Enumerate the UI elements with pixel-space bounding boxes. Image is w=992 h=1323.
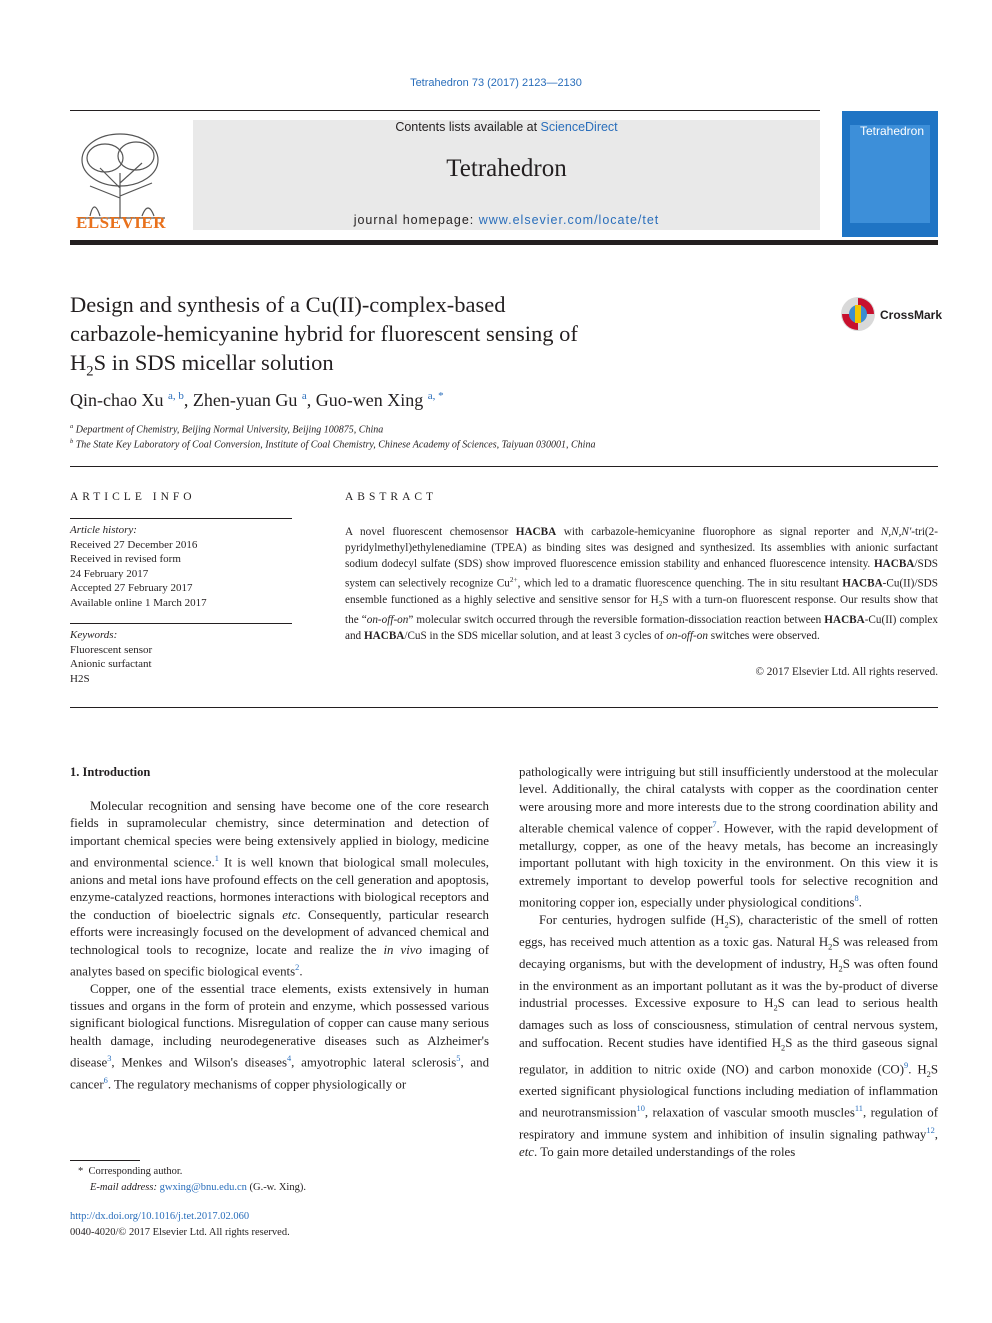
keyword: Fluorescent sensor <box>70 643 153 656</box>
footnote-rule <box>70 1160 140 1161</box>
homepage-link[interactable]: www.elsevier.com/locate/tet <box>478 213 660 227</box>
publisher-wordmark: ELSEVIER <box>76 213 166 232</box>
author-2: Zhen-yuan Gu <box>192 390 298 410</box>
doi-link[interactable]: http://dx.doi.org/10.1016/j.tet.2017.02.060 <box>70 1211 250 1222</box>
history-item: Accepted 27 February 2017 <box>70 582 193 595</box>
history-item: Received in revised form <box>70 553 181 566</box>
title-line-2: carbazole-hemicyanine hybrid for fluorescent sensing of <box>70 321 578 346</box>
intro-paragraph-2: Copper, one of the essential trace elements, exists extensively in human tissues and organs in the form of protein and enzyme, which possessed various significant biological functions. Misregulation of copper can cause many serious health damage, including neurodegenerative diseases such as Alzheimer's disease$^3$, Menkes and Wilson's diseases$^4$, amyotrophic lateral sclerosis$^5$, and cancer$^6$. The regulatory mechanisms of copper physiologically or <box>70 981 490 1092</box>
title-line-3: $H_2S$ in SDS micellar solution <box>70 350 334 380</box>
intro-paragraph-3: pathologically were intriguing but still insufficiently understood at the molecular level. Additionally, the chiral catalysts with copper as the coordination center were arousing more and more interests due to the strong coordination ability and alterable chemical valence of copper$^7$. However, with the rapid development of metallurgy, copper, as one of the heavy metals, has become an increasingly important pollutant with high toxicity in the environment. On this view it is extremely important to develop powerful tools for selective recognition and monitoring copper ion, especially under physiological conditions$^8$. <box>519 765 939 910</box>
author-1-marks[interactable]: a, b <box>167 390 184 402</box>
history-label: Article history: <box>70 524 137 536</box>
ref-link[interactable]: 12 <box>926 1125 935 1135</box>
sciencedirect-link[interactable]: ScienceDirect <box>540 120 618 134</box>
ref-link[interactable]: 3 <box>107 1054 112 1064</box>
article-history <box>70 523 292 611</box>
crossmark-label[interactable]: CrossMark <box>880 308 943 322</box>
ref-link[interactable]: 1 <box>214 854 219 864</box>
homepage-line <box>193 213 820 227</box>
author-1: Qin-chao Xu <box>70 390 164 410</box>
author-3: Guo-wen Xing <box>315 390 424 410</box>
history-item: 24 February 2017 <box>70 567 149 580</box>
abstract-copyright: © 2017 Elsevier Ltd. All rights reserved. <box>755 666 938 678</box>
keywords-block <box>70 628 292 686</box>
intro-paragraph-1: Molecular recognition and sensing have become one of the core research fields in supramolecular chemistry, since determination and detection of important chemical species were being extensively applied in biology, medicine and environmental science.$^1$ It is well known that biological small molecules, anions and metal ions have profound effects on the cell generation and apoptosis, enzyme-catalyzed reactions, hormones interactions with biological receptors and the conduction of bioelectric signals etc. Consequently, particular research efforts were increasingly focused on the development of advanced chemical and technological tools to recognize, locate and realize the in vivo imaging of analytes based on specific biological events$^2$. <box>70 799 489 979</box>
ref-link[interactable]: 11 <box>854 1104 863 1114</box>
email-line: E-mail address: gwxing@bnu.edu.cn (G.-w. Xing). <box>90 1182 306 1193</box>
header-top-rule <box>70 110 820 111</box>
author-3-marks[interactable]: a, * <box>427 390 444 402</box>
keywords-rule <box>70 623 292 624</box>
right-column <box>519 764 938 1161</box>
affiliation-a: $^a$ Department of Chemistry, Beijing Normal University, Beijing 100875, China <box>70 423 384 436</box>
author-list: Qin-chao Xu $^{a, b}$, Zhen-yuan Gu $^a$, Guo-wen Xing $^{a, *}$ <box>70 390 444 410</box>
ref-link[interactable]: 6 <box>103 1075 108 1085</box>
article-title <box>70 290 750 387</box>
abstract-heading: ABSTRACT <box>345 491 438 503</box>
affiliation-b: $^b$ The State Key Laboratory of Coal Conversion, Institute of Coal Chemistry, Chinese Academy of Sciences, Taiyuan 030001, China <box>70 438 596 451</box>
contents-line <box>193 120 820 134</box>
keyword: Anionic surfactant <box>70 658 152 671</box>
title-line-1: Design and synthesis of a Cu(II)-complex-based <box>70 292 506 317</box>
ref-link[interactable]: 4 <box>286 1054 292 1064</box>
abstract-text: A novel fluorescent chemosensor HACBA with carbazole-hemicyanine fluorophore as signal reporter and N,N,N'-tri(2-pyridylmethyl)ethylenediamine (TPEA) as binding sites was designed and synthesized. Its assemblies with anionic surfactant sodium dodecyl sulfate (SDS) show improved fluorescence emission stability and enhanced fluorescence intensity. HACBA/SDS system can selectively recognize $Cu^{2+}$, which led to a dramatic fluorescence quenching. The in situ resultant HACBA-Cu(II)/SDS ensemble functioned as a highly selective and sensitive sensor for $H_2S$ with a turn-on fluorescent response. Our results show that the “on-off-on” molecular switch occurred through the reversible formation-dissociation reaction between HACBA-Cu(II) complex and HACBA/CuS in the SDS micellar solution, and at least 3 cycles of on-off-on switches were observed. <box>345 526 939 642</box>
ref-link[interactable]: 7 <box>712 820 717 830</box>
email-link[interactable]: gwxing@bnu.edu.cn <box>159 1182 247 1193</box>
cover-panel <box>850 125 930 223</box>
journal-name: Tetrahedron <box>446 155 567 182</box>
abstract-bottom-rule <box>70 707 938 708</box>
ref-link[interactable]: 5 <box>456 1054 461 1064</box>
crossmark-icon[interactable] <box>840 296 876 332</box>
intro-paragraph-4: For centuries, hydrogen sulfide $(H_2S)$, characteristic of the smell of rotten eggs, has received much attention as a toxic gas. Natural $H_2S$ was released from decaying organisms, but with the development of industry, $H_2S$ was often found in the environment as an important pollutant as it was the by-product of diverse industrial processes. Excessive exposure to $H_2S$ can lead to serious health damages such as loss of consciousness, stimulation of central nervous system, and suffocation. Recent studies have identified $H_2S$ as the third gaseous signal regulator, in addition to nitric oxide (NO) and carbon monoxide (CO)$^9$. $H_2S$ exerted significant physiological functions including mediation of inflammation and neurotransmission$^{10}$, relaxation of vascular smooth muscles$^{11}$, regulation of respiratory and immune system and inhibition of insulin signaling pathway$^{12}$, etc. To gain more detailed understandings of the roles <box>519 912 938 1159</box>
ref-link[interactable]: 9 <box>904 1060 909 1070</box>
history-item: Received 27 December 2016 <box>70 538 198 551</box>
author-2-marks[interactable]: a <box>301 390 307 402</box>
ref-link[interactable]: 2 <box>295 962 300 972</box>
keyword: H2S <box>70 672 90 685</box>
homepage-prefix: journal homepage: <box>353 213 479 227</box>
article-info-heading: ARTICLE INFO <box>70 491 196 503</box>
left-column <box>70 798 489 1094</box>
divider-rule <box>70 466 938 467</box>
cover-title: Tetrahedron <box>859 124 925 138</box>
issn-line: 0040-4020/© 2017 Elsevier Ltd. All rights reserved. <box>70 1227 290 1238</box>
header-thick-rule <box>70 240 938 245</box>
history-item: Available online 1 March 2017 <box>70 596 207 609</box>
introduction-heading: 1. Introduction <box>70 765 151 779</box>
ref-link[interactable]: 10 <box>636 1104 645 1114</box>
ref-link[interactable]: 8 <box>854 894 859 904</box>
corresponding-author-note: * Corresponding author. <box>78 1166 183 1177</box>
journal-citation[interactable]: Tetrahedron 73 (2017) 2123—2130 <box>410 77 582 89</box>
keywords-label: Keywords: <box>70 629 118 641</box>
contents-prefix: Contents lists available at <box>395 120 541 134</box>
article-info-rule <box>70 518 292 519</box>
